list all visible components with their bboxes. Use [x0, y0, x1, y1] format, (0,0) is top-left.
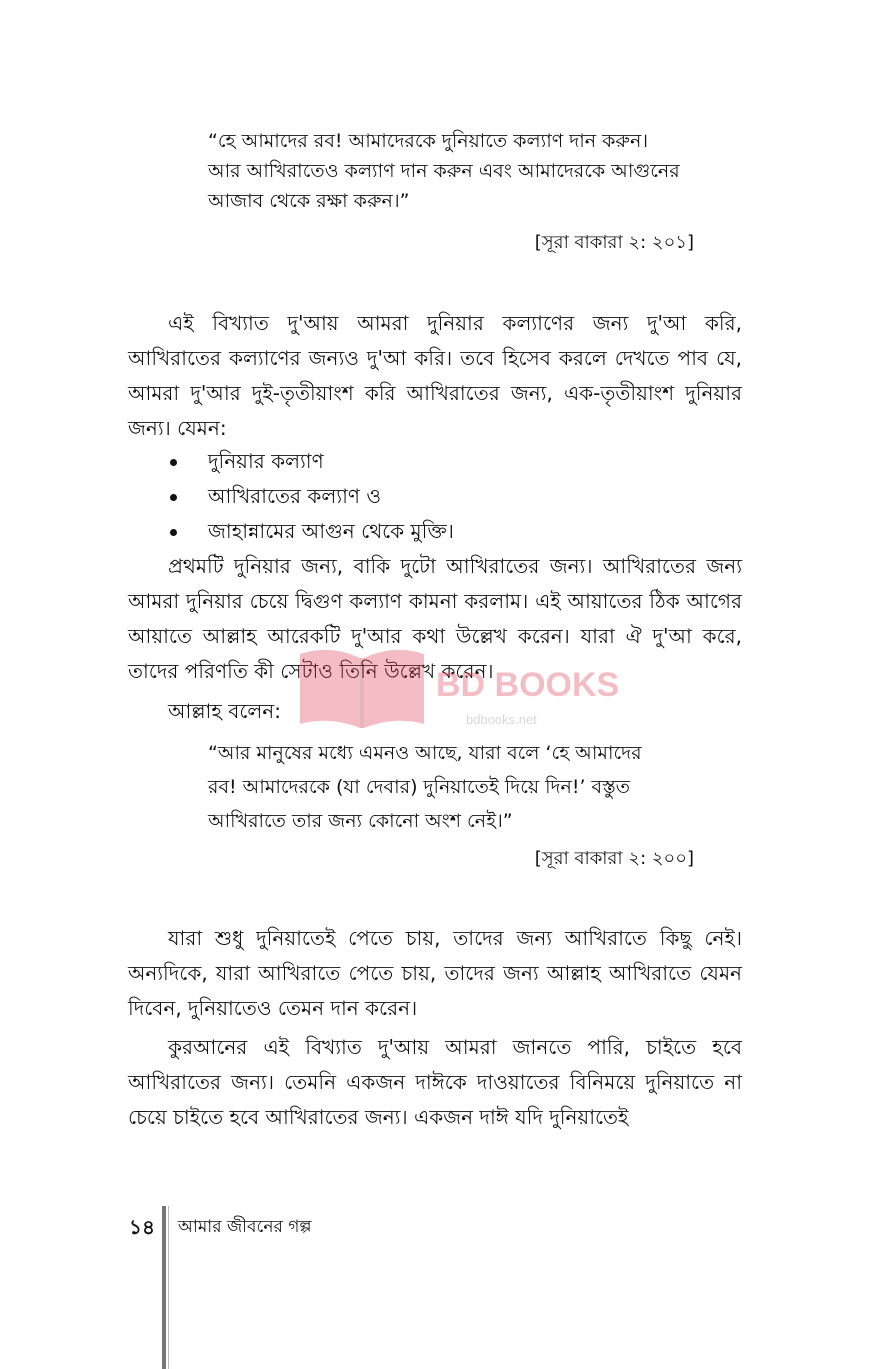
paragraph: কুরআনের এই বিখ্যাত দু'আয় আমরা জানতে পারি, চাইতে হবে আখিরাতের জন্য। তেমনি একজন দাঈকে দাওয়াতের বিনিময়ে দুনিয়াতে না চেয়ে চাইতে হবে আখিরাতের জন্য। একজন দাঈ যদি দুনিয়াতেই [128, 1035, 742, 1129]
paragraph-1-block [128, 306, 742, 446]
footer-divider [162, 1206, 166, 1369]
paragraph: যারা শুধু দুনিয়াতেই পেতে চায়, তাদের জন্য আখিরাতে কিছু নেই। অন্যদিকে, যারা আখিরাতে পেতে চায়, তাদের জন্য আল্লাহ আখিরাতে যেমন দিবেন, দুনিয়াতেও তেমন দান করেন। [128, 926, 742, 1020]
watermark-site-text: bdbooks.net [466, 712, 537, 727]
quote-block-1 [208, 126, 696, 216]
quote-line: রব! আমাদেরকে (যা দেবার) দুনিয়াতেই দিয়ে দিন!’ বস্তুত [208, 776, 631, 798]
bullet-dot-icon [170, 529, 177, 536]
quote-line: আজাব থেকে রক্ষা করুন।” [208, 190, 410, 212]
paragraph: এই বিখ্যাত দু'আয় আমরা দুনিয়ার কল্যাণের জন্য দু'আ করি, আখিরাতের কল্যাণের জন্যও দু'আ করি। তবে হিসেব করলে দেখতে পাব যে, আমরা দু'আর দুই-তৃতীয়াংশ করি আখিরাতের জন্য, এক-তৃতীয়াংশ দুনিয়ার জন্য। যেমন: [128, 311, 742, 440]
list-item-text: আখিরাতের কল্যাণ ও [208, 484, 382, 508]
list-item [168, 444, 454, 479]
paragraph-2-block [128, 549, 742, 689]
quote-reference-2: [সূরা বাকারা ২: ২০০] [534, 848, 694, 869]
running-footer-title: আমার জীবনের গল্প [178, 1217, 312, 1237]
footer-divider-thin [168, 1206, 169, 1369]
quote-line: “আর মানুষের মধ্যে এমনও আছে, যারা বলে ‘হে আমাদের [208, 742, 642, 764]
paragraph-3-block [128, 921, 742, 1026]
list-item [168, 479, 454, 514]
list-item [168, 514, 454, 549]
quote-line: আখিরাতে তার জন্য কোনো অংশ নেই।” [208, 810, 513, 832]
bullet-dot-icon [170, 494, 177, 501]
quote-line: “হে আমাদের রব! আমাদেরকে দুনিয়াতে কল্যাণ দান করুন। [208, 130, 649, 152]
list-item-text: জাহান্নামের আগুন থেকে মুক্তি। [208, 519, 454, 543]
page-number: ১৪ [129, 1215, 155, 1239]
bullet-dot-icon [170, 459, 177, 466]
watermark-brand-text: BD BOOKS [436, 666, 620, 704]
paragraph-4-block [128, 1030, 742, 1135]
bullet-list [168, 444, 454, 549]
quote-line: আর আখিরাতেও কল্যাণ দান করুন এবং আমাদেরকে আগুনের [208, 160, 680, 182]
list-item-text: দুনিয়ার কল্যাণ [208, 449, 324, 473]
speaker-line: আল্লাহ বলেন: [168, 699, 281, 723]
quote-block-2 [208, 736, 696, 838]
paragraph: প্রথমটি দুনিয়ার জন্য, বাকি দুটো আখিরাতের জন্য। আখিরাতের জন্য আমরা দুনিয়ার চেয়ে দ্বিগুণ কল্যাণ কামনা করলাম। এই আয়াতের ঠিক আগের আয়াতে আল্লাহ আরেকটি দু'আর কথা উল্লেখ করেন। যারা ঐ দু'আ করে, তাদের পরিণতি কী সেটাও তিনি উল্লেখ করেন। [128, 554, 742, 683]
quote-reference-1: [সূরা বাকারা ২: ২০১] [534, 232, 694, 253]
